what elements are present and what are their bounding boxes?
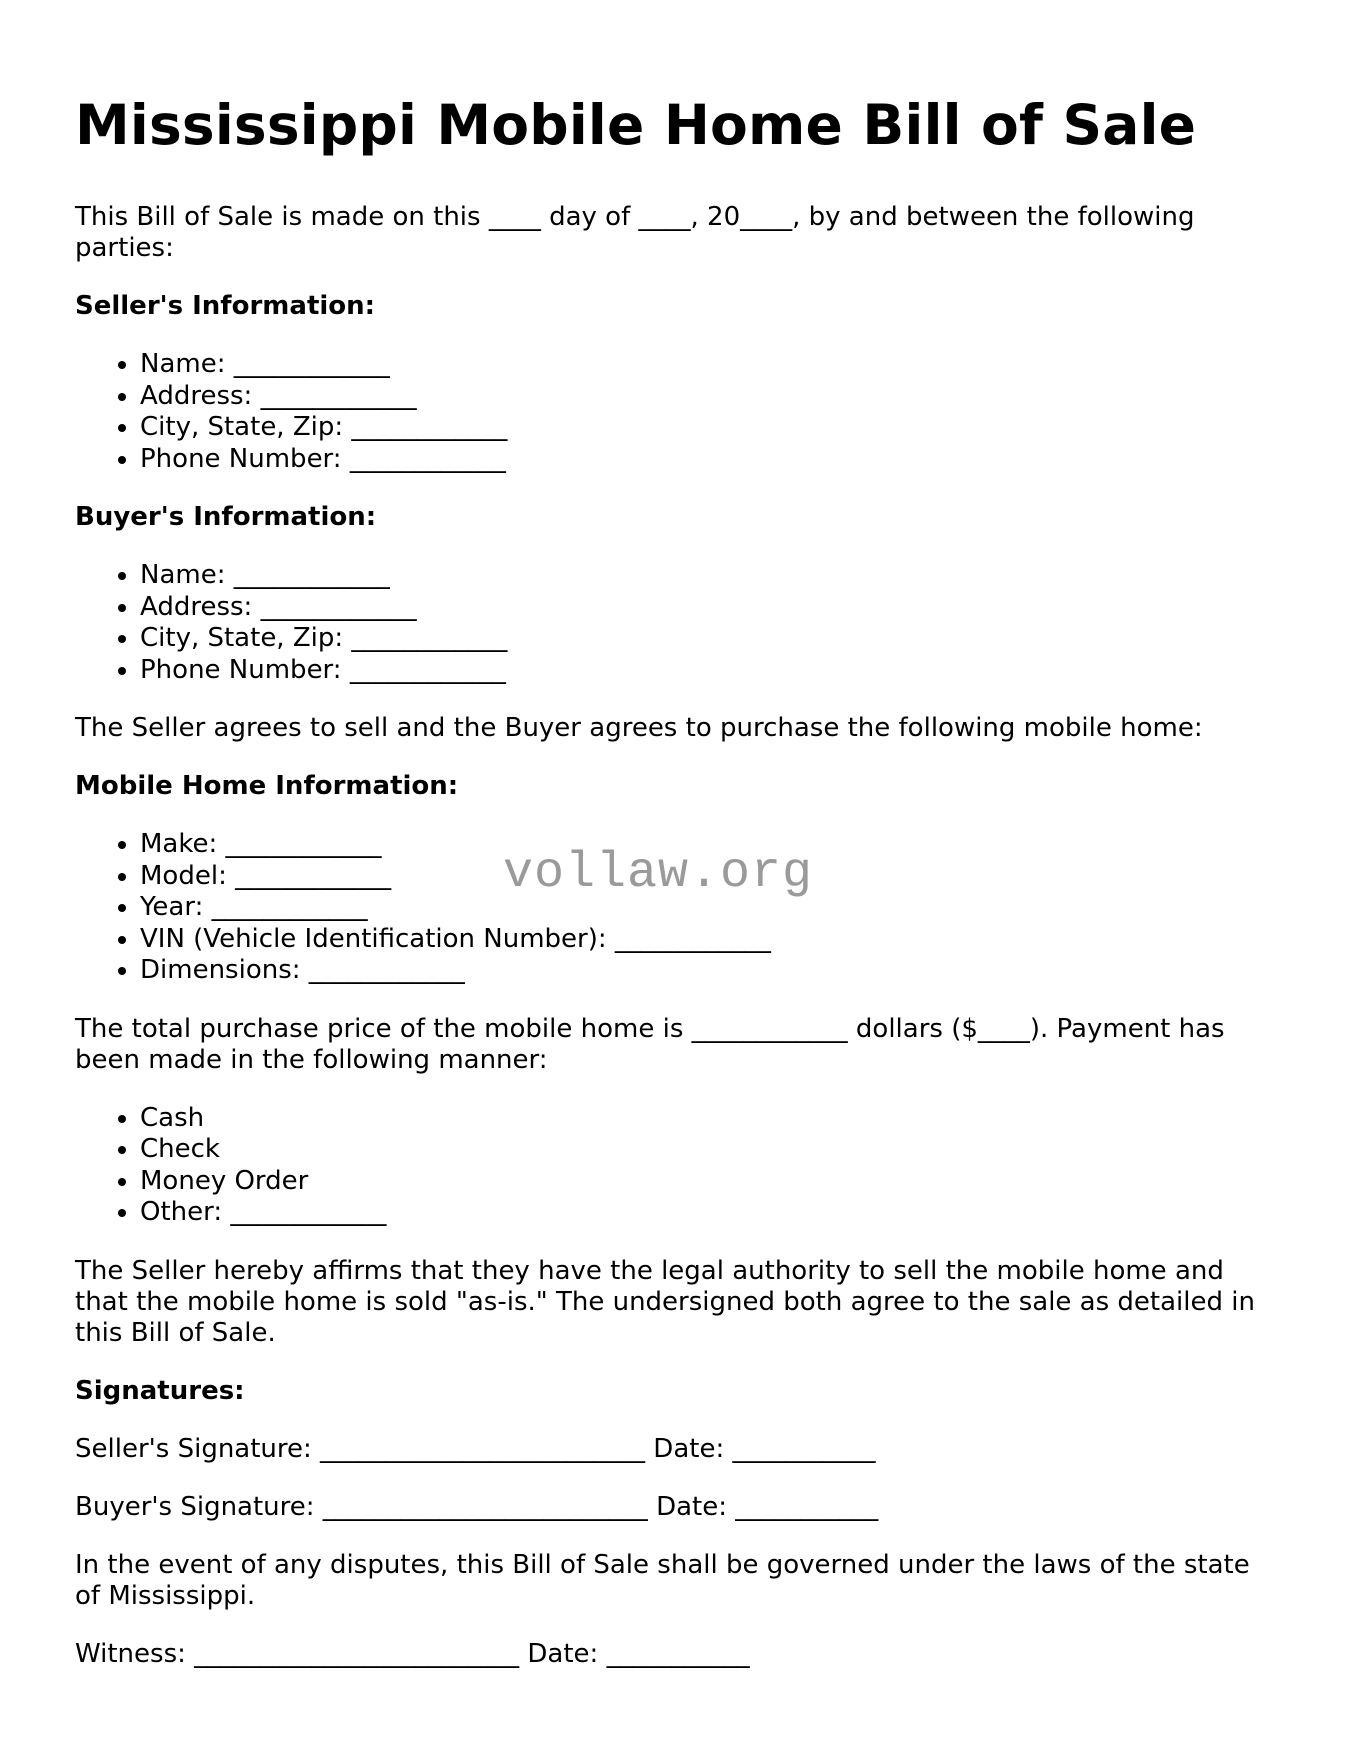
- buyer-heading: Buyer's Information:: [75, 502, 377, 532]
- make-field: • Make: ____________: [140, 829, 1275, 861]
- payment-check: • Check: [140, 1134, 1275, 1166]
- affirmation-paragraph: The Seller hereby affirms that they have the legal authority to sell the mobile home and that the mobile home is sold "as-is." The undersigned both agree to the sale as detailed in this Bill of Sale.: [75, 1255, 1255, 1348]
- agreement-paragraph: The Seller agrees to sell and the Buyer agrees to purchase the following mobile home:: [75, 713, 1203, 743]
- seller-info-list: [75, 349, 1275, 475]
- signatures-heading: Signatures:: [75, 1375, 245, 1406]
- model-field: • Model: ____________: [140, 861, 1275, 893]
- seller-city-state-zip-field: • City, State, Zip: ____________: [140, 412, 1275, 444]
- document-title: Mississippi Mobile Home Bill of Sale: [75, 93, 1197, 157]
- buyer-phone-field: • Phone Number: ____________: [140, 655, 1275, 687]
- watermark: vollaw.org: [503, 845, 814, 902]
- payment-money-order: • Money Order: [140, 1166, 1275, 1198]
- buyer-info-list: [75, 560, 1275, 686]
- year-field: • Year: ____________: [140, 892, 1275, 924]
- dimensions-field: • Dimensions: ____________: [140, 955, 1275, 987]
- buyer-city-state-zip-field: • City, State, Zip: ____________: [140, 623, 1275, 655]
- seller-address-field: • Address: ____________: [140, 381, 1275, 413]
- witness-signature-line: Witness: _________________________ Date: ___________: [75, 1638, 750, 1669]
- mobile-home-heading: Mobile Home Information:: [75, 771, 459, 801]
- price-paragraph: The total purchase price of the mobile home is ____________ dollars ($____). Payment has been made in the following manner:: [75, 1013, 1225, 1075]
- seller-signature-line: Seller's Signature: _________________________ Date: ___________: [75, 1433, 876, 1464]
- seller-heading: Seller's Information:: [75, 291, 376, 321]
- payment-method-list: [75, 1103, 1275, 1229]
- vin-field: • VIN (Vehicle Identification Number): ____________: [140, 924, 1275, 956]
- payment-other: • Other: ____________: [140, 1197, 1275, 1229]
- buyer-signature-line: Buyer's Signature: _________________________ Date: ___________: [75, 1491, 879, 1522]
- seller-phone-field: • Phone Number: ____________: [140, 444, 1275, 476]
- intro-paragraph: This Bill of Sale is made on this ____ day of ____, 20____, by and between the following parties:: [75, 202, 1195, 263]
- governing-law-paragraph: In the event of any disputes, this Bill of Sale shall be governed under the laws of the state of Mississippi.: [75, 1549, 1250, 1611]
- buyer-address-field: • Address: ____________: [140, 592, 1275, 624]
- payment-cash: • Cash: [140, 1103, 1275, 1135]
- buyer-name-field: • Name: ____________: [140, 560, 1275, 592]
- seller-name-field: • Name: ____________: [140, 349, 1275, 381]
